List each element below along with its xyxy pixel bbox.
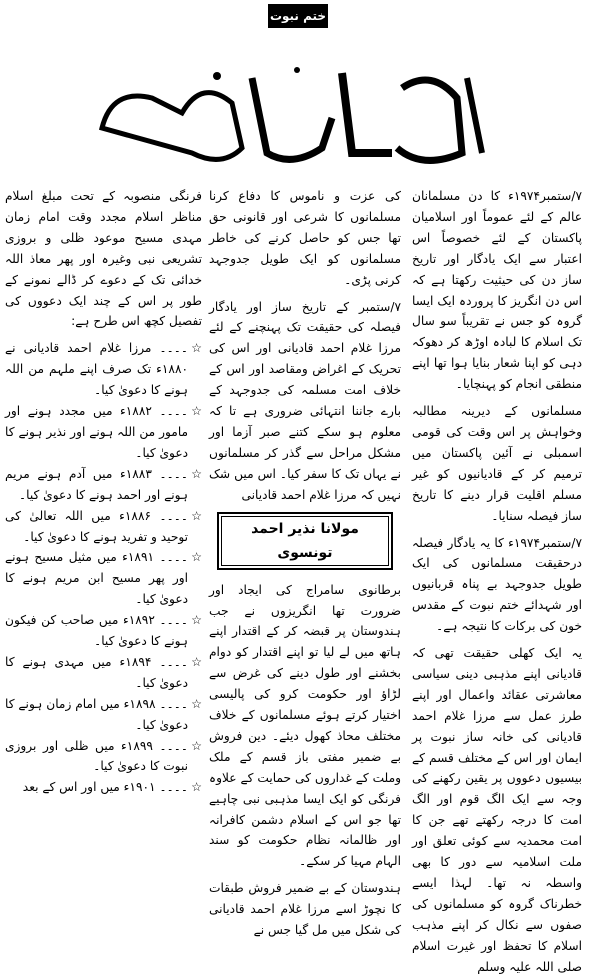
star-icon: ☆ — [191, 613, 202, 628]
paragraph: یہ ایک کھلی حقیقت تھی کہ قادیانی اپنے مذہبی دینی سیاسی معاشرتی عقائد واعمال اور اپنے طرز عمل سے مرزا غلام احمد قادیانی کی خانہ ساز نبوت پر ایمان اور اس کے مختلف قسم کے بیسیوں دعووں پر یقین رکھنے کی وجہ سے ایک الگ قوم اور الگ امت کا درجہ رکھتے تھے جن کا امت محمدیہ سے کوئی تعلق اور ملت اسلامیہ سے دور کا بھی واسطہ نہ تھا۔ لہذا ایسے خطرناک گروہ کو مسلمانوں کی صفوں سے نکال کر اپنے مذہب اسلام کا تحفظ اور غیرت اسلام صلی اللہ علیہ وسلم — [412, 646, 582, 974]
star-icon: ☆ — [191, 508, 202, 523]
author-name: مولانا نذیر احمد تونسوی — [221, 516, 389, 566]
author-box — [217, 512, 393, 570]
headline-calligraphy — [92, 58, 494, 174]
claim-item: ☆ ۔۔۔۔ ۱۸۹۱ء میں مثیل مسیح ہونے اور پھر مسیح ابن مریم ہونے کا دعویٰ کیا۔ — [5, 547, 202, 610]
paragraph: ۷/ستمبر کے تاریخ ساز اور یادگار فیصلہ کی حقیقت تک پہنچنے کے لئے مرزا غلام احمد قادیانی اور اس کی تحریک کے اغراض ومقاصد اور اس کے خلاف امت مسلمہ کی جدوجہد کے بارے جاننا انتہائی ضروری ہے تا کہ معلوم ہو سکے کتنے صبر آزما اور مشکل مراحل سے گذر کر مسلمانوں نے یہاں تک کا سفر کیا۔ اس میں شک نہیں کہ مرزا غلام احمد قادیانی — [209, 299, 401, 502]
star-icon: ☆ — [191, 654, 202, 669]
star-icon: ☆ — [191, 780, 202, 795]
claim-item: ☆ ۔۔۔۔ ۱۸۹۹ء میں ظلی اور بروزی نبوت کا دعویٰ کیا۔ — [5, 736, 202, 778]
claim-item: ☆ ۔۔۔۔ ۱۹۰۱ء میں اور اس کے بعد — [5, 777, 202, 798]
paragraph: کی عزت و ناموس کا دفاع کرنا مسلمانوں کا شرعی اور قانونی حق تھا جس کو حاصل کرنے کی خاطر مسلمانوں کو ایک طویل جدوجہد کرنی پڑی۔ — [209, 189, 401, 287]
star-icon: ☆ — [191, 696, 202, 711]
star-icon: ☆ — [191, 550, 202, 565]
paragraph: مسلمانوں کے دیرینہ مطالبہ وخواہش پر اس وقت کی قومی اسمبلی نے آئین پاکستان میں ترمیم کر کے قادیانیوں کو غیر مسلم اقلیت قرار دینے کا تاریخ ساز فیصلہ سنایا۔ — [412, 404, 582, 523]
paragraph: ۷/ستمبر۱۹۷۴ء کا دن مسلمانان عالم کے لئے عموماً اور اسلامیان پاکستان کے لئے خصوصاً اس اعتبار سے ایک یادگار اور تاریخ ساز دن کی حیثیت رکھتا ہے کہ اس دن انگریز کا پروردہ ایک ایسا گروہ کو جس نے تقریباً سو سال تک اسلام کا لبادہ اوڑھ کر دھوکہ دہی کو اپنا شعار بنایا ہوا تھا اپنے منطقی انجام کو پہنچایا۔ — [412, 189, 582, 392]
claim-item: ☆ ۔۔۔۔ ۱۸۸۶ء میں اللہ تعالیٰ کی توحید و تفرید ہونے کا دعویٰ کیا۔ — [5, 506, 202, 548]
claim-item: ☆ ۔۔۔۔ ۱۸۹۸ء میں امام زمان ہونے کا دعویٰ کیا۔ — [5, 694, 202, 736]
claim-item: ☆ ۔۔۔۔ ۱۸۹۴ء میں مہدی ہونے کا دعویٰ کیا۔ — [5, 652, 202, 694]
claim-item: ☆ ۔۔۔۔ ۱۸۹۲ء میں صاحب کن فیکون ہونے کا دعویٰ کیا۔ — [5, 610, 202, 652]
column-right — [412, 186, 582, 978]
paragraph: برطانوی سامراج کی ایجاد اور ضرورت تھا انگریزوں نے جب ہندوستان پر قبضہ کر کے اقتدار اپنے ہاتھ میں لے لیا تو اپنے اقتدار کو دوام بخشنے اور طول دینے کی غرض سے لڑاؤ اور حکومت کرو کی پالیسی اختیار کرتے ہوئے مسلمانوں کے خلاف مختلف محاذ کھول دیئے۔ دین فروش بے ضمیر مفتی باز قسم کے ملک وملت کے غداروں کی حمایت کے علاوہ فرنگی کو ایک ایسا مذہبی نبی چاہیے تھا جو اس کے اسلام دشمن کافرانہ اور ظالمانہ نظام حکومت کو سند الہام مہیا کر سکے۔ — [209, 582, 401, 869]
column-left — [5, 186, 202, 798]
column-middle — [209, 186, 401, 941]
claim-item: ☆ ۔۔۔۔ ۱۸۸۲ء میں مجدد ہونے اور مامور من اللہ ہونے اور نذیر ہونے کا دعویٰ کیا۔ — [5, 401, 202, 464]
star-icon: ☆ — [191, 341, 202, 356]
paragraph: ہندوستان کے بے ضمیر فروش طبقات کا نچوڑ اسے مرزا غلام احمد قادیانی کی شکل میں مل گیا جس نے — [209, 881, 401, 938]
claim-item: ☆ ۔۔۔۔ مرزا غلام احمد قادیانی نے ۱۸۸۰ء تک صرف اپنے ملہم من اللہ ہونے کا دعویٰ کیا۔ — [5, 338, 202, 401]
star-icon: ☆ — [191, 466, 202, 481]
star-icon: ☆ — [191, 404, 202, 419]
star-icon: ☆ — [191, 738, 202, 753]
section-badge: ختم نبوت — [268, 4, 328, 28]
claim-item: ☆ ۔۔۔۔ ۱۸۸۳ء میں آدم ہونے مریم ہونے اور احمد ہونے کا دعویٰ کیا۔ — [5, 464, 202, 506]
paragraph: ۷/ستمبر۱۹۷۴ء کا یہ یادگار فیصلہ درحقیقت مسلمانوں کی ایک طویل جدوجہد بے پناہ قربانیوں اور شہدائے ختم نبوت کے مقدس خون کی برکات کا نتیجہ ہے۔ — [412, 535, 582, 634]
paragraph: فرنگی منصوبہ کے تحت مبلغ اسلام مناظر اسلام مجدد وقت امام زمان مہدی مسیح موعود ظلی و بروزی تشریعی نبی وغیرہ اور پھر معاذ اللہ خدائی تک کے دعوے کر ڈالے نمونے کے طور پر اس کے چند ایک دعووں کی تفصیل کچھ اس طرح ہے: — [5, 189, 202, 329]
